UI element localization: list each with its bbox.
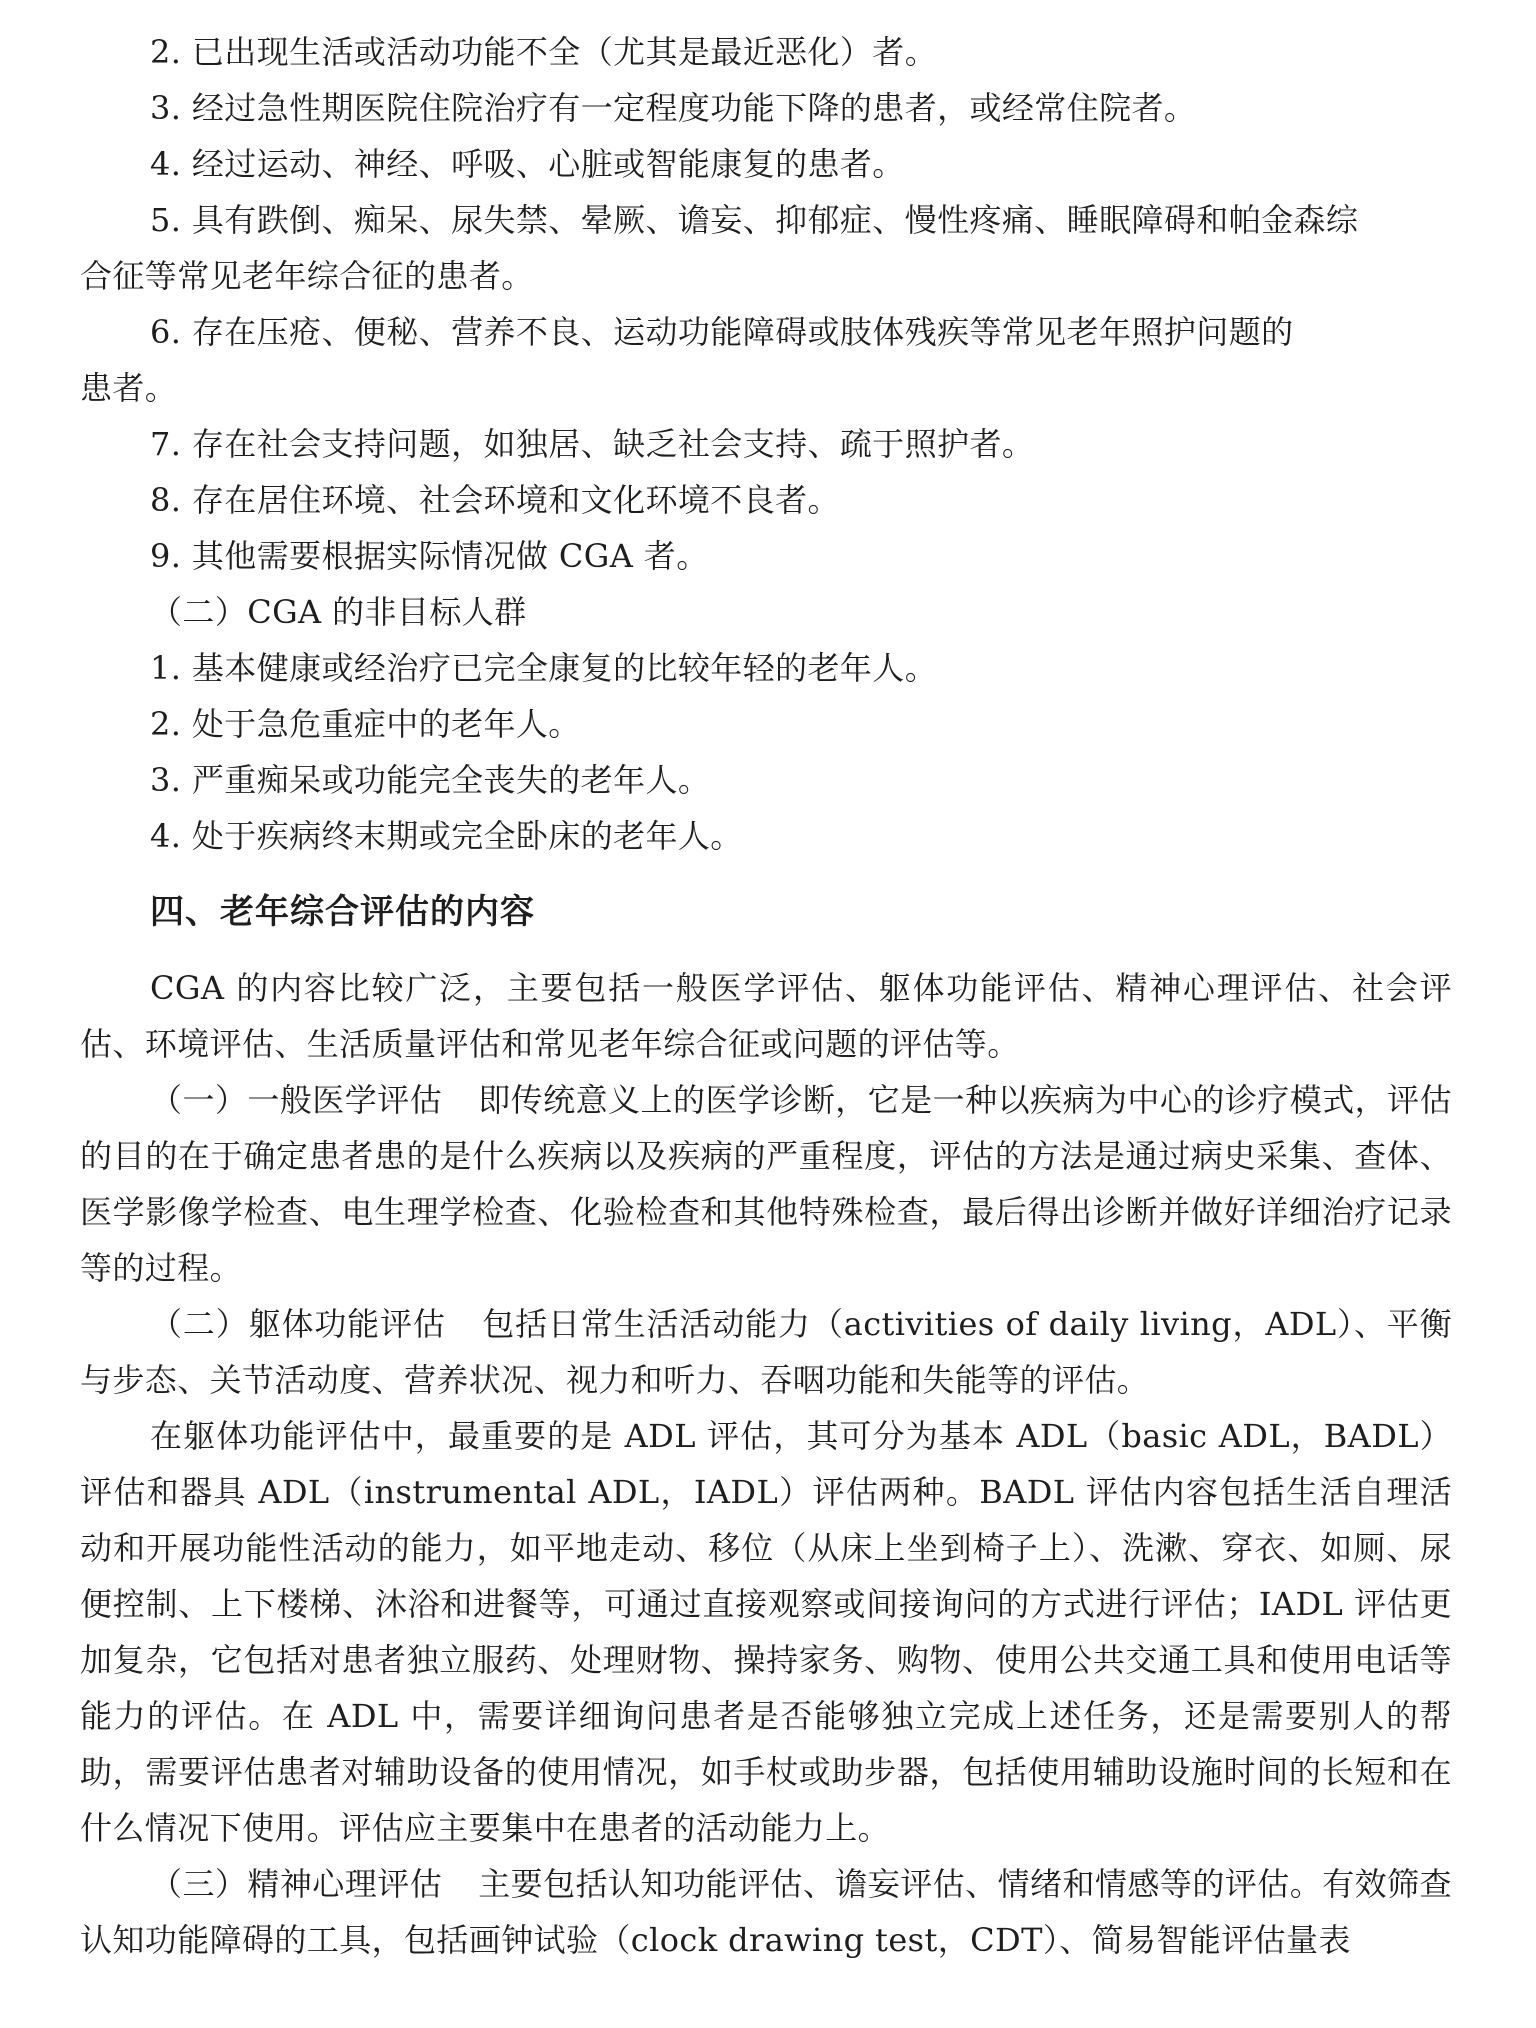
list-item: 6. 存在压疮、便秘、营养不良、运动功能障碍或肢体残疾等常见老年照护问题的 (150, 313, 1294, 351)
list-item: 3. 严重痴呆或功能完全丧失的老年人。 (150, 761, 711, 799)
list-item: 3. 经过急性期医院住院治疗有一定程度功能下降的患者，或经常住院者。 (150, 89, 1197, 127)
general-medical-title: （一）一般医学评估 (150, 1081, 443, 1119)
physical-function-paragraph (80, 1296, 1452, 1408)
physical-function-title: （二）躯体功能评估 (150, 1305, 446, 1343)
list-item: 9. 其他需要根据实际情况做 CGA 者。 (150, 537, 709, 575)
intro-paragraph: CGA 的内容比较广泛，主要包括一般医学评估、躯体功能评估、精神心理评估、社会评估、环境评估、生活质量评估和常见老年综合征或问题的评估等。 (80, 969, 1452, 1063)
physical-function-text: 包括日常生活活动能力（activities of daily living，ADL）、平衡与步态、关节活动度、营养状况、视力和听力、吞咽功能和失能等的评估。 (80, 1305, 1452, 1399)
list-item: 7. 存在社会支持问题，如独居、缺乏社会支持、疏于照护者。 (150, 425, 1035, 463)
mental-psych-title: （三）精神心理评估 (150, 1865, 443, 1903)
list-item: 4. 经过运动、神经、呼吸、心脏或智能康复的患者。 (150, 145, 905, 183)
list-item: 2. 已出现生活或活动功能不全（尤其是最近恶化）者。 (150, 33, 938, 71)
list-item: 1. 基本健康或经治疗已完全康复的比较年轻的老年人。 (150, 649, 938, 687)
document-page (80, 24, 1452, 1968)
adl-paragraph: 在躯体功能评估中，最重要的是 ADL 评估，其可分为基本 ADL（basic ADL，BADL）评估和器具 ADL（instrumental ADL，IADL）评估两种。BADL 评估内容包括生活自理活动和开展功能性活动的能力，如平地走动、移位（从床上坐到椅子上）、洗漱、穿衣、如厕、尿便控制、上下楼梯、沐浴和进餐等，可通过直接观察或间接询问的方式进行评估；IADL 评估更加复杂，它包括对患者独立服药、处理财物、操持家务、购物、使用公共交通工具和使用电话等能力的评估。在 ADL 中，需要详细询问患者是否能够独立完成上述任务，还是需要别人的帮助，需要评估患者对辅助设备的使用情况，如手杖或助步器，包括使用辅助设施时间的长短和在什么情况下使用。评估应主要集中在患者的活动能力上。 (80, 1417, 1452, 1847)
mental-psych-text: 主要包括认知功能评估、谵妄评估、情绪和情感等的评估。有效筛查认知功能障碍的工具，包括画钟试验（clock drawing test，CDT）、简易智能评估量表 (80, 1865, 1452, 1959)
list-item: 4. 处于疾病终末期或完全卧床的老年人。 (150, 817, 743, 855)
subsection-title: （二）CGA 的非目标人群 (150, 593, 527, 631)
list-item: 2. 处于急危重症中的老年人。 (150, 705, 581, 743)
general-medical-paragraph (80, 1072, 1452, 1296)
list-item-continuation: 患者。 (80, 369, 178, 407)
list-item: 5. 具有跌倒、痴呆、尿失禁、晕厥、谵妄、抑郁症、慢性疼痛、睡眠障碍和帕金森综 (150, 201, 1359, 239)
mental-psych-paragraph (80, 1856, 1452, 1968)
list-item: 8. 存在居住环境、社会环境和文化环境不良者。 (150, 481, 840, 519)
general-medical-text: 即传统意义上的医学诊断，它是一种以疾病为中心的诊疗模式，评估的目的在于确定患者患的是什么疾病以及疾病的严重程度，评估的方法是通过病史采集、查体、医学影像学检查、电生理学检查、化验检查和其他特殊检查，最后得出诊断并做好详细治疗记录等的过程。 (80, 1081, 1452, 1287)
section-heading: 四、老年综合评估的内容 (150, 892, 535, 932)
list-item-continuation: 合征等常见老年综合征的患者。 (80, 257, 534, 295)
